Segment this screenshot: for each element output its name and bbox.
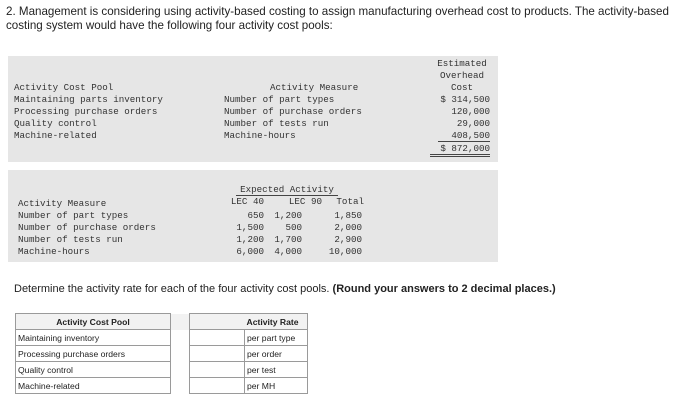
question-body: Management is considering using activity-based costing to assign manufacturing overhead cost to products. The activity-based costing system would have the following four activity cost pools: <box>6 5 669 32</box>
activity-row-1-lec40: 650 <box>247 210 264 221</box>
answer-header-row <box>16 314 308 330</box>
instruction-main: Determine the activity rate for each of the four activity cost pools. <box>14 283 330 295</box>
lec90-col-header: LEC 90 <box>288 196 322 207</box>
answer-row-3-unit: per test <box>245 362 308 378</box>
total-col-header: Total <box>336 196 364 207</box>
answer-row <box>16 378 308 394</box>
rate-input-quality-control[interactable] <box>190 362 245 378</box>
activity-row-2-lec90: 500 <box>285 222 302 233</box>
activity-measure-col-header: Activity Measure <box>18 198 107 209</box>
instruction-text <box>14 283 556 295</box>
lec40-col-header: LEC 40 <box>230 196 264 207</box>
answer-row <box>16 330 308 346</box>
answer-row-4-pool: Machine-related <box>16 378 171 394</box>
pool-row-3-name: Quality control <box>14 118 97 129</box>
rate-input-processing-orders[interactable] <box>190 346 245 362</box>
pool-row-1-cost: $ 314,500 <box>440 94 490 105</box>
pool-row-2-measure: Number of purchase orders <box>224 106 362 117</box>
answer-rate-header: Activity Rate <box>245 314 308 330</box>
activity-rate-table <box>15 313 308 394</box>
activity-row-2-total: 2,000 <box>334 222 362 233</box>
expected-activity-header: Expected Activity <box>236 184 338 196</box>
instruction-rounding: (Round your answers to 2 decimal places.) <box>332 283 556 295</box>
question-number: 2. <box>6 5 16 18</box>
activity-row-3-measure: Number of tests run <box>18 234 123 245</box>
activity-row-4-lec90: 4,000 <box>274 246 302 257</box>
activity-row-3-lec90: 1,700 <box>274 234 302 245</box>
activity-row-3-lec40: 1,200 <box>236 234 264 245</box>
overhead-col-header-1: Estimated <box>437 58 487 69</box>
activity-row-4-measure: Machine-hours <box>18 246 90 257</box>
answer-row-4-unit: per MH <box>245 378 308 394</box>
pool-row-1-name: Maintaining parts inventory <box>14 94 163 105</box>
activity-row-4-lec40: 6,000 <box>236 246 264 257</box>
pool-row-4-measure: Machine-hours <box>224 130 296 141</box>
activity-row-4-total: 10,000 <box>328 246 362 257</box>
answer-row <box>16 362 308 378</box>
pool-row-4-name: Machine-related <box>14 130 97 141</box>
answer-row <box>16 346 308 362</box>
pool-row-4-cost: 408,500 <box>438 130 490 142</box>
pool-row-2-cost: 120,000 <box>451 106 490 117</box>
pool-row-1-measure: Number of part types <box>224 94 335 105</box>
pool-total-cost: $ 872,000 <box>430 143 490 157</box>
overhead-col-header-2: Overhead <box>439 70 485 81</box>
rate-input-machine-related[interactable] <box>190 378 245 394</box>
answer-pool-header: Activity Cost Pool <box>16 314 171 330</box>
activity-row-3-total: 2,900 <box>334 234 362 245</box>
answer-row-1-unit: per part type <box>245 330 308 346</box>
activity-row-1-measure: Number of part types <box>18 210 129 221</box>
rate-input-maintaining-inventory[interactable] <box>190 330 245 346</box>
pool-col-header: Activity Cost Pool <box>14 82 114 93</box>
question-text <box>6 5 696 33</box>
answer-row-3-pool: Quality control <box>16 362 171 378</box>
activity-row-2-measure: Number of purchase orders <box>18 222 156 233</box>
overhead-col-header-3: Cost <box>450 82 474 93</box>
measure-col-header: Activity Measure <box>270 82 359 93</box>
answer-row-2-pool: Processing purchase orders <box>16 346 171 362</box>
pool-row-2-name: Processing purchase orders <box>14 106 158 117</box>
pool-row-3-cost: 29,000 <box>456 118 490 129</box>
activity-row-1-total: 1,850 <box>334 210 362 221</box>
activity-row-2-lec40: 1,500 <box>236 222 264 233</box>
pool-row-3-measure: Number of tests run <box>224 118 329 129</box>
answer-row-2-unit: per order <box>245 346 308 362</box>
answer-row-1-pool: Maintaining inventory <box>16 330 171 346</box>
activity-row-1-lec90: 1,200 <box>274 210 302 221</box>
